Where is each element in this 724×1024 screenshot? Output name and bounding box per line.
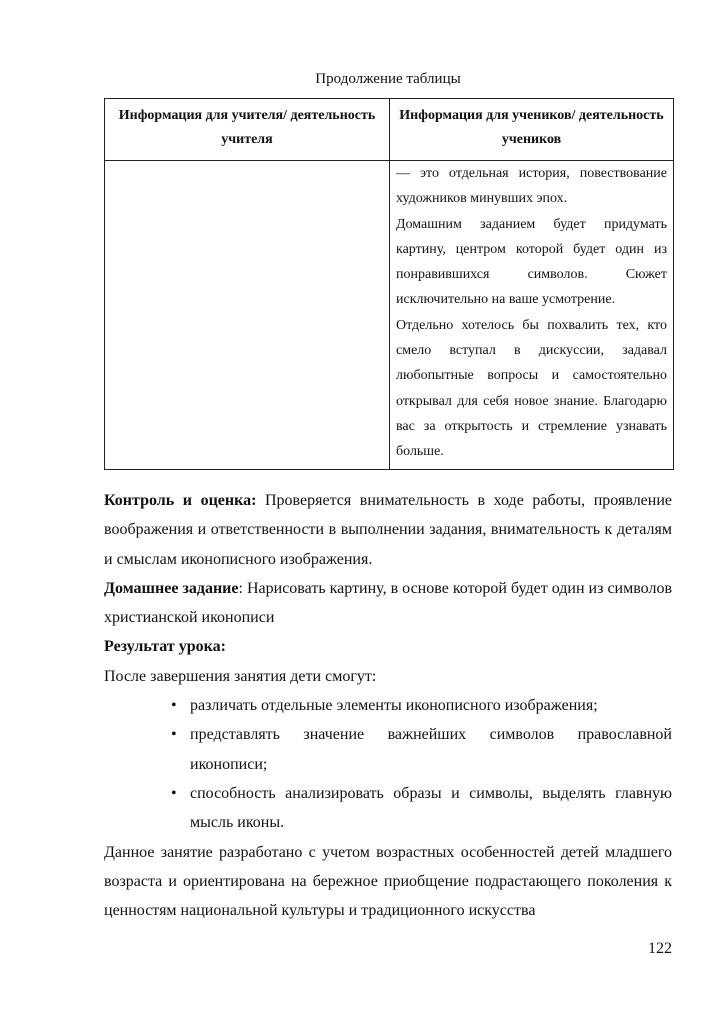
table-caption: Продолжение таблицы [315,71,461,87]
table-header-row [105,99,674,161]
students-paragraph: Отдельно хотелось бы похвалить тех, кто смело вступал в дискуссии, задавал любопытные вопросы и самостоятельно открывал для себя новое знание. Благодарю вас за открытость и стремление узнавать больше. [396,317,667,460]
homework-label: Домашнее задание [104,579,239,597]
control-text: Проверяется внимательность в ходе работы, проявление воображения и ответственности в выполнении задания, внимательность к деталям и смыслам иконописного изображения. [104,492,672,568]
homework-paragraph [104,574,672,633]
result-heading: Результат урока: [104,638,226,656]
students-column-header: Информация для учеников/ деятельность учеников [390,99,674,161]
homework-text: : Нарисовать картину, в основе которой будет один из символов христианской иконописи [104,579,673,627]
bullet-icon: • [171,726,177,744]
list-item: • различать отдельные элементы иконописного изображения; [190,691,672,720]
bullet-icon: • [171,697,177,715]
students-paragraph: — это отдельная история, повествование художников минувших эпох. [396,166,667,207]
teacher-column-header: Информация для учителя/ деятельность учителя [105,99,390,161]
teacher-cell [105,161,390,470]
control-label: Контроль и оценка: [104,492,257,509]
table-row [105,161,674,470]
result-list [104,691,672,837]
list-item: • представлять значение важнейших символов православной иконописи; [190,720,672,779]
result-intro: После завершения занятия дети смогут: [104,667,377,685]
closing-paragraph: Данное занятие разработано с учетом возрастных особенностей детей младшего возраста и ориентирована на бережное приобщение подрастающего поколения к ценностям национальной культуры и традиционного искусства [104,843,672,920]
bullet-icon: • [171,784,177,802]
lesson-table [104,98,674,470]
page-body [104,486,672,925]
students-paragraph: Домашним заданием будет придумать картину, центром которой будет один из понравившихся символов. Сюжет исключительно на ваше усмотрение. [396,216,667,308]
list-item: • способность анализировать образы и символы, выделять главную мысль иконы. [190,779,672,838]
page-number: 122 [648,940,672,957]
control-paragraph [104,486,672,574]
students-cell [390,161,674,470]
